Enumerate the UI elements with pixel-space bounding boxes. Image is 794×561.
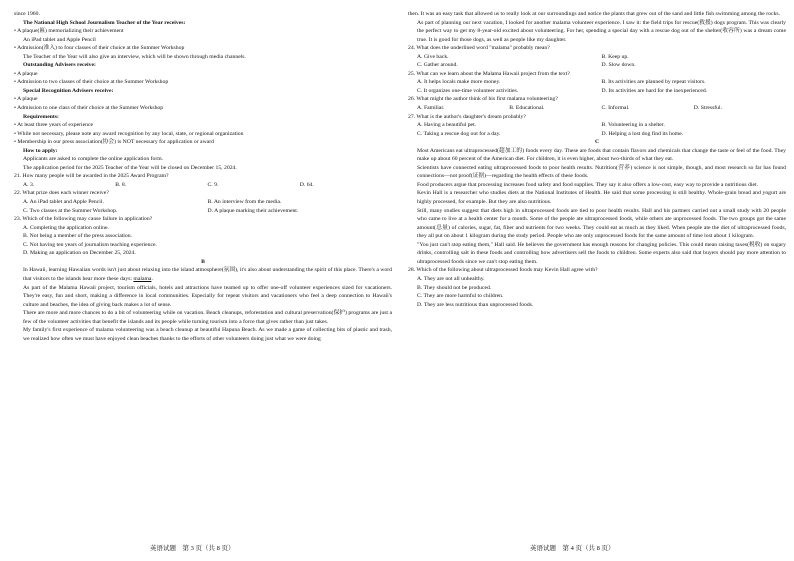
option: B. Not being a member of the press association. xyxy=(23,233,132,240)
option: A. 3. xyxy=(23,181,35,188)
option: D. Making an application on December 25, 2024. xyxy=(23,250,136,257)
award2-item: • Admission to two classes of their choice at the Summer Workshop xyxy=(14,79,169,86)
option: D. Helping a lost dog find its home. xyxy=(601,130,684,137)
requirement-item: • Membership in our press association(协会) is NOT necessary for application or award xyxy=(14,139,214,146)
passage-b-paragraph: There are more and more chances to do a bit of volunteering while on vacation. Beach cleanups, reforestation and cultural preservation(保护) programs are just a few of the volunteer activities that benefit the islands and its people while turning tourism into a force that gives rather than just takes. xyxy=(23,310,392,325)
question-26-options xyxy=(408,104,786,113)
question-24-options xyxy=(408,53,786,62)
question-28: 28. Which of the following about ultraprocessed foods may Kevin Hall agree with? xyxy=(408,267,598,274)
question-25-options xyxy=(408,87,786,96)
option: A. Having a beautiful pet. xyxy=(417,122,477,129)
option: D. Stressful. xyxy=(693,105,723,112)
award1-note: The Teacher of the Year will also give an interview, which will be shown through media channels. xyxy=(23,53,246,60)
option: B. Educational. xyxy=(509,105,545,112)
option: A. Completing the application online. xyxy=(23,224,109,231)
passage-text: In Hawaii, learning Hawaiian words isn't just about relaxing into the island atmosphere(氛围), it's also about understanding the spirit of this place. There's a word that visitors to the islands hear more these days: xyxy=(23,267,392,282)
question-27-options xyxy=(408,121,786,130)
option: D. 64. xyxy=(299,181,314,188)
section-c-label: C xyxy=(594,139,600,146)
option: D. Its activities are hard for the inexperienced. xyxy=(601,87,708,94)
question-24-options xyxy=(408,61,786,70)
passage-c-paragraph: Food producers argue that processing increases food safety and food supplies. They say it also offers a low-cost, easy way to provide a nutritious diet. xyxy=(417,181,759,188)
requirements-heading: Requirements: xyxy=(23,113,59,120)
option: B. Volunteering in a shelter. xyxy=(601,122,665,129)
passage-b-paragraph: As part of planning our next vacation, I looked for another malama volunteer experience. I saw it: the field trips for rescue(救援) dogs program. This was clearly the perfect way to get my 8-year-old excited about volunteering. For her, spending a special day with a rescue dog out of the shelter(收容所) was a dream come true. It is good for those dogs, as well as people like my daughter. xyxy=(417,19,786,43)
page-footer-right: 英语试题 第 4 页（共 8 页） xyxy=(530,545,615,552)
passage-b-paragraph xyxy=(14,266,392,283)
option: B. An interview from the media. xyxy=(207,199,282,206)
question-23: 23. Which of the following may cause failure in application? xyxy=(14,216,153,223)
apply-line: Applicants are asked to complete the online application form. xyxy=(23,156,164,163)
option: A. Give back. xyxy=(417,53,449,60)
question-27-options xyxy=(408,130,786,139)
option: C. 9. xyxy=(207,181,219,188)
requirement-item: • While not necessary, please note any award recognition by any local, state, or regional organization xyxy=(14,130,244,137)
question-22-options xyxy=(14,207,392,216)
option: B. 8. xyxy=(115,181,127,188)
option: C. Informal. xyxy=(601,105,630,112)
award3-item: • Admission to one class of their choice at the Summer Workshop xyxy=(14,105,164,112)
passage-text: . xyxy=(151,275,153,282)
option: D. Slow down. xyxy=(601,62,636,69)
question-24: 24. What does the underlined word "malama" probably mean? xyxy=(408,45,550,52)
award1-item: An iPad tablet and Apple Pencil xyxy=(23,36,96,43)
passage-c-paragraph: Still, many studies suggest that diets high in ultraprocessed foods are tied to poor health results. Hall and his partners carried out a small study with 20 people who came to live at a health center for a month. Some of the people ate ultraprocessed foods, while others ate unprocessed foods. The two groups got the same amount(总量) of calories, sugar, fat, fiber and nutrients for two weeks. They could eat as much as they liked. When people ate the diet of ultraprocessed foods, they all put on about 1 kilogram during the study period. People who ate only unprocessed foods for the same amount of time lost about 1 kilogram. xyxy=(417,207,786,240)
question-22: 22. What prize does each winner receive? xyxy=(14,190,109,197)
page-footer-left: 英语试题 第 3 页（共 8 页） xyxy=(150,545,235,552)
option: A. Familiar. xyxy=(417,105,445,112)
continued-line: since 1960. xyxy=(14,11,40,17)
award2-heading: Outstanding Advisers receive: xyxy=(23,62,96,69)
option: C. Two classes at the Summer Workshop. xyxy=(23,207,118,214)
passage-c-paragraph: Kevin Hall is a researcher who studies diets at the National Institutes of Health. He said that some processing is still healthy. Whole-grain bread and yogurt are highly processed, for example. But they are also nutritious. xyxy=(417,190,786,206)
underlined-word: malama xyxy=(133,275,152,282)
award2-item: • A plaque xyxy=(14,70,38,77)
option: D. A plaque marking their achievement. xyxy=(207,207,299,214)
option: A. An iPad tablet and Apple Pencil. xyxy=(23,199,104,206)
option: B. They should not be produced. xyxy=(417,284,492,291)
option: B. Its activities are planned by repeat visitors. xyxy=(601,79,706,86)
passage-c-paragraph: Scientists have connected eating ultraprocessed foods to poor health results. Nutrition(营养) science is not simple, though, and most research so far has found connections—not proof(证据)—regarding the health effects of these foods. xyxy=(417,164,786,180)
section-b-label: B xyxy=(201,258,205,265)
question-21: 21. How many people will be awarded in the 2025 Award Program? xyxy=(14,173,169,180)
left-page xyxy=(14,10,392,538)
apply-heading: How to apply: xyxy=(23,147,58,154)
question-27: 27. What is the author's daughter's dream probably? xyxy=(408,113,526,120)
question-25-options xyxy=(408,78,786,87)
requirement-item: • At least three years of experience xyxy=(14,122,94,129)
right-page xyxy=(408,10,786,538)
option: B. Keep up. xyxy=(601,53,629,60)
award1-heading: The National High School Journalism Teacher of the Year receives: xyxy=(23,19,186,26)
passage-c-paragraph: Most Americans eat ultraprocessed(超加工的) foods every day. These are foods that contain flavors and chemicals that change the taste or feel of the food. They make up about 60 percent of the American diet. For children, it is even higher, about two-thirds of what they eat. xyxy=(417,147,786,163)
passage-b-paragraph: My family's first experience of malama volunteering was a beach cleanup at beautiful Hapuna Beach. As we made a game of collecting bits of plastic and trash, we realized how often we must have enjoyed clean beaches thanks to the efforts of other volunteers doing just what we were doing xyxy=(23,327,392,342)
award1-item: • Admission(准入) to four classes of their choice at the Summer Workshop xyxy=(14,45,185,52)
passage-c-paragraph: "You just can't stop eating them," Hall said. He believes the government has enough reasons for changing policies. This could mean raising taxes(税收) on sugary drinks, controlling salt in these foods and controlling how advertisers sell the foods to children. Some experts also said that buyers should pay more attention to ultraprocessed foods since we can't stop eating them. xyxy=(417,241,786,265)
award3-heading: Special Recognition Advisers receive: xyxy=(23,87,114,94)
question-21-options xyxy=(14,181,392,190)
option: A. It helps locals make more money. xyxy=(417,79,501,86)
option: C. Gather around. xyxy=(417,62,458,69)
option: D. They are less nutritious than unprocessed foods. xyxy=(417,301,534,308)
option: C. They are more harmful to children. xyxy=(417,293,504,300)
option: A. They are not all unhealthy. xyxy=(417,275,485,282)
question-25: 25. What can we learn about the Malama Hawaii project from the text? xyxy=(408,70,570,77)
option: C. It organizes one-time volunteer activities. xyxy=(417,87,519,94)
award3-item: • A plaque xyxy=(14,96,38,103)
passage-b-paragraph: then. It was an easy task that allowed us to really look at our surroundings and notice the plants that grew out of the sand and little fish swimming among the rocks. xyxy=(408,11,780,17)
passage-b-paragraph: As part of the Malama Hawaii project, tourism officials, hotels and attractions have teamed up to offer one-off volunteer experiences sized for vacationers. They're easy, fun and short, making a difference in local communities. Especially for repeat visitors and vacationers who feel a deep connection to Hawaii's culture and beaches, the idea of giving back makes a lot of sense. xyxy=(23,284,392,308)
question-22-options xyxy=(14,198,392,207)
apply-line: The application period for the 2025 Teacher of the Year will be closed on December 15, 2024. xyxy=(23,164,237,171)
option: C. Not having ten years of journalism teaching experience. xyxy=(23,241,157,248)
award1-item: • A plaque(匾) memorializing their achievement xyxy=(14,28,124,35)
option: C. Taking a rescue dog out for a day. xyxy=(417,130,501,137)
question-26: 26. What might the author think of his first malama volunteering? xyxy=(408,96,558,103)
